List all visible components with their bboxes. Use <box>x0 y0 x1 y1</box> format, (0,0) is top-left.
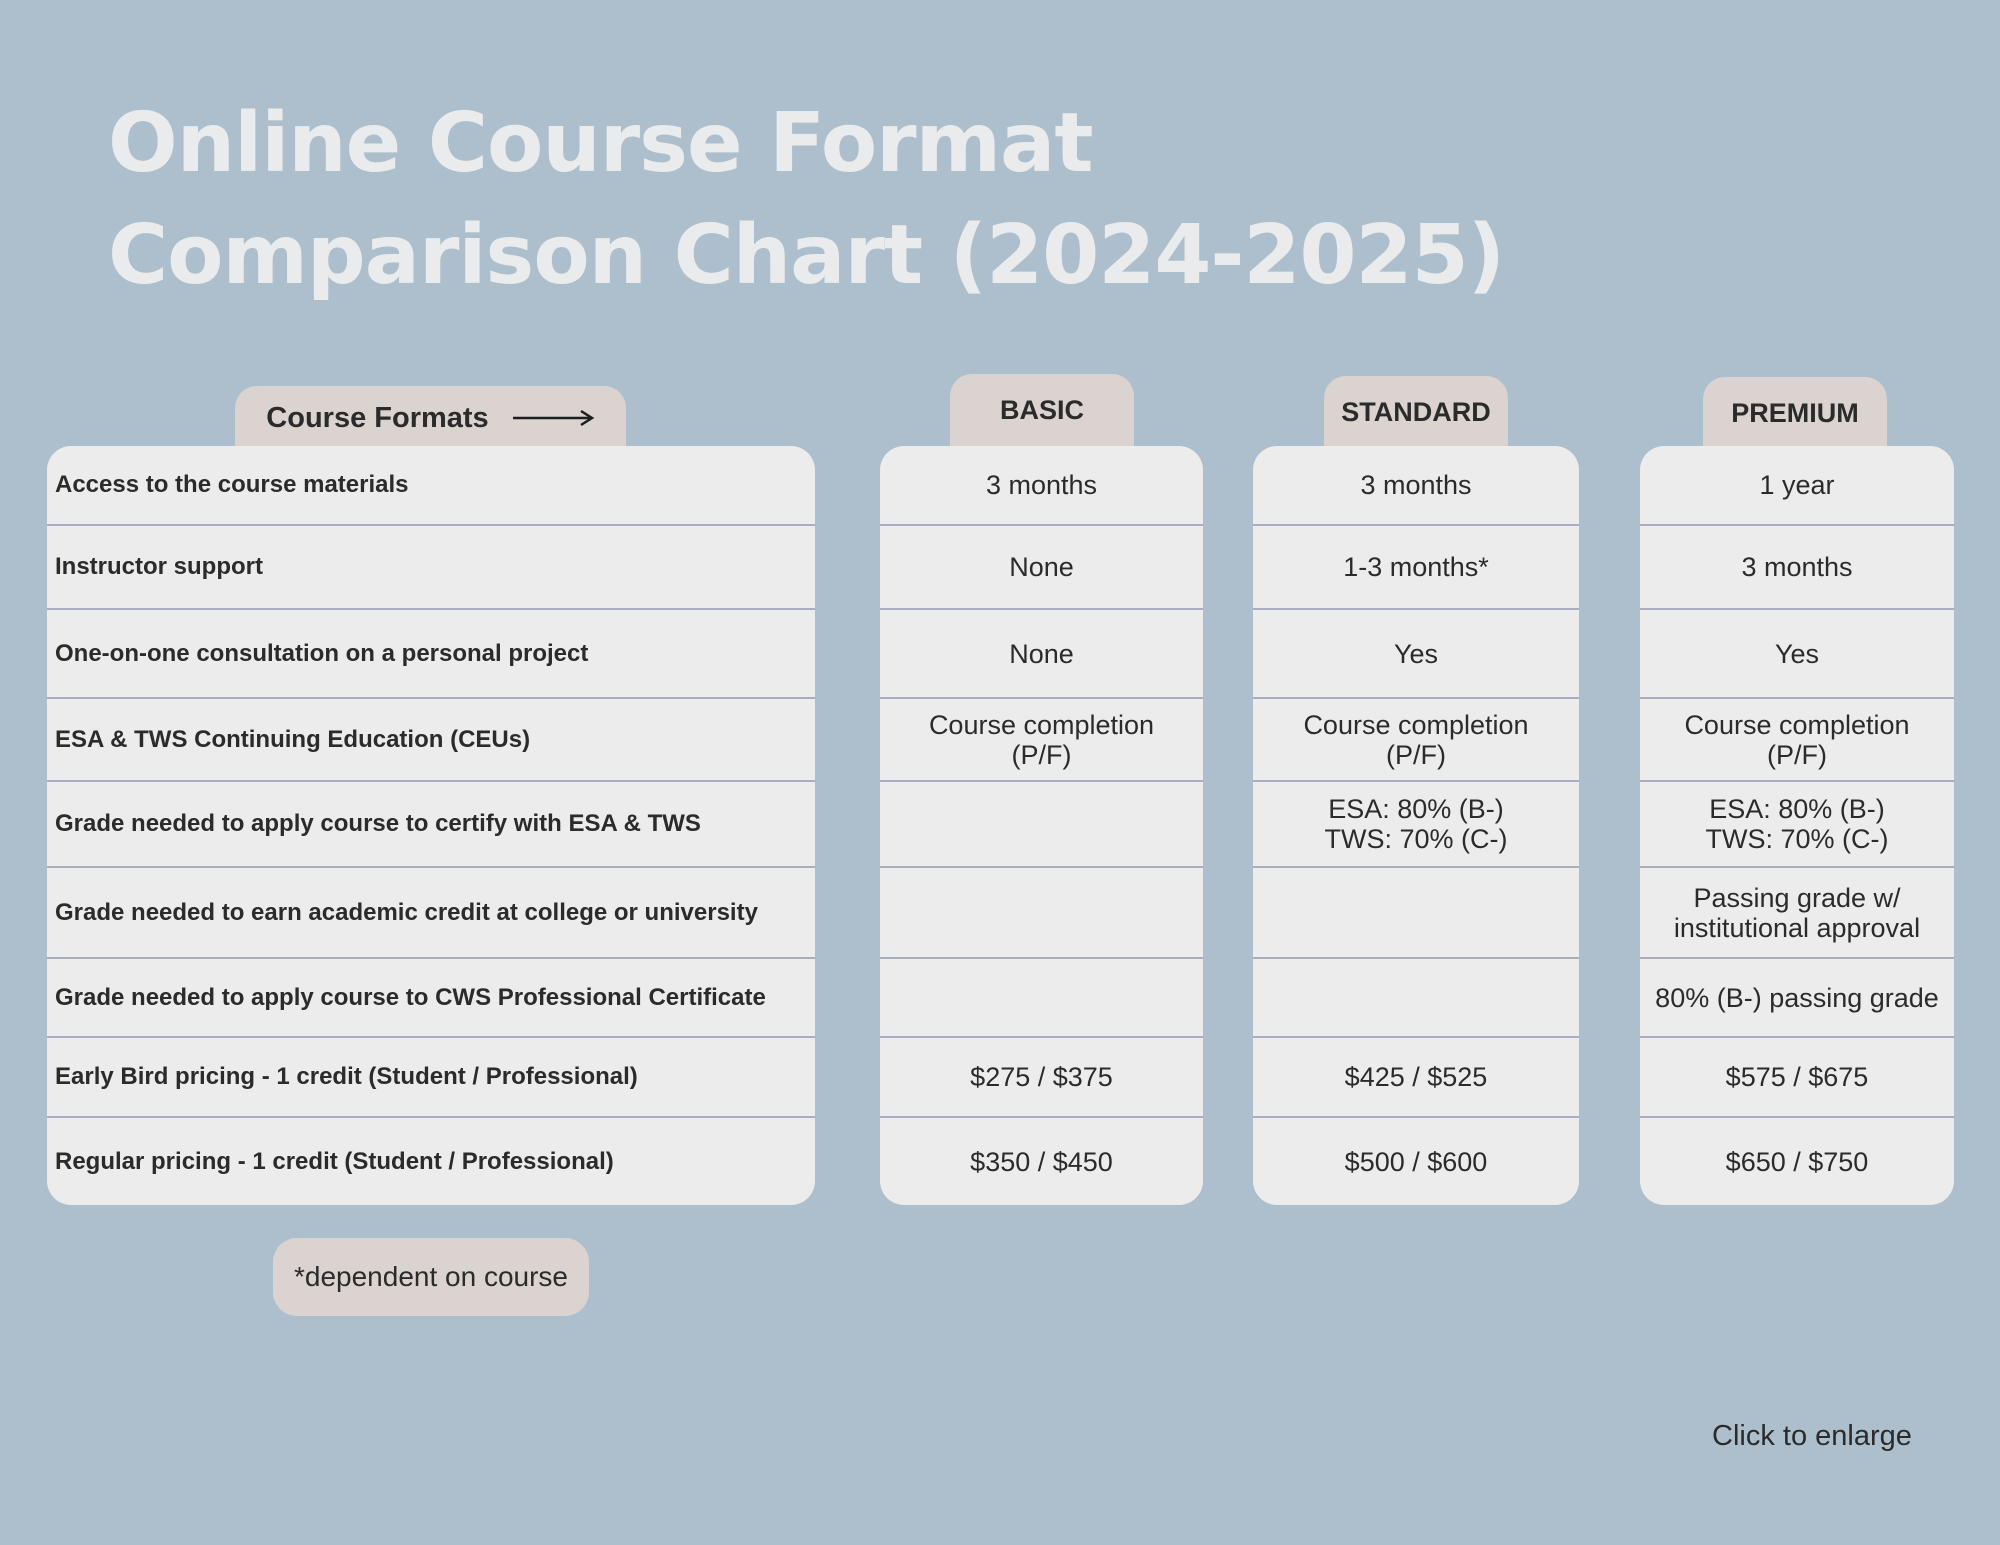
feature-row <box>47 608 815 697</box>
basic-row <box>880 780 1203 866</box>
feature-cell: Early Bird pricing - 1 credit (Student / Professional) <box>55 1063 638 1090</box>
basic-card <box>880 446 1203 1205</box>
premium-cell: 80% (B-) passing grade <box>1655 982 1939 1013</box>
feature-row <box>47 524 815 608</box>
feature-row <box>47 957 815 1036</box>
standard-row <box>1253 1116 1579 1205</box>
premium-row <box>1640 697 1954 780</box>
premium-row <box>1640 446 1954 524</box>
basic-row <box>880 608 1203 697</box>
standard-cell: Yes <box>1393 638 1439 669</box>
standard-cell: ESA: 80% (B-) TWS: 70% (C-) <box>1324 794 1508 854</box>
page-title-line-2: Comparison Chart (2024-2025) <box>108 208 1505 303</box>
premium-row <box>1640 608 1954 697</box>
feature-row <box>47 1036 815 1116</box>
feature-cell: ESA & TWS Continuing Education (CEUs) <box>55 725 531 753</box>
click-to-enlarge-link[interactable]: Click to enlarge <box>1712 1420 1912 1452</box>
basic-row <box>880 866 1203 957</box>
feature-cell: One-on-one consultation on a personal project <box>55 639 589 667</box>
tier-tab-premium: PREMIUM <box>1703 377 1887 449</box>
footnote-badge: *dependent on course <box>273 1238 589 1316</box>
feature-row <box>47 1116 815 1205</box>
premium-cell: $575 / $675 <box>1725 1062 1869 1092</box>
basic-cell: 3 months <box>985 470 1098 500</box>
premium-row <box>1640 1036 1954 1116</box>
premium-row <box>1640 780 1954 866</box>
feature-row <box>47 446 815 524</box>
feature-row <box>47 697 815 780</box>
basic-cell: $350 / $450 <box>970 1146 1113 1177</box>
standard-cell: 3 months <box>1360 470 1472 500</box>
premium-row <box>1640 957 1954 1036</box>
standard-row <box>1253 1036 1579 1116</box>
page-title-line-1: Online Course Format <box>108 96 1093 191</box>
basic-cell: $275 / $375 <box>970 1062 1113 1092</box>
premium-cell: $650 / $750 <box>1725 1146 1869 1177</box>
course-formats-label: Course Formats <box>266 401 489 434</box>
premium-cell: Yes <box>1774 638 1820 669</box>
standard-row <box>1253 697 1579 780</box>
basic-row <box>880 446 1203 524</box>
basic-row <box>880 697 1203 780</box>
standard-row <box>1253 866 1579 957</box>
standard-cell: $425 / $525 <box>1344 1062 1488 1092</box>
premium-cell: 1 year <box>1759 470 1835 500</box>
feature-cell: Grade needed to earn academic credit at college or university <box>55 898 758 926</box>
basic-row <box>880 1036 1203 1116</box>
course-formats-tab <box>235 386 626 450</box>
standard-row <box>1253 780 1579 866</box>
premium-cell: ESA: 80% (B-) TWS: 70% (C-) <box>1705 794 1889 854</box>
basic-cell: None <box>1009 552 1074 582</box>
feature-cell: Grade needed to apply course to CWS Professional Certificate <box>55 983 766 1011</box>
feature-cell: Instructor support <box>55 553 263 580</box>
premium-cell: Passing grade w/ institutional approval <box>1673 882 1921 943</box>
page-title <box>108 88 1504 312</box>
basic-row <box>880 524 1203 608</box>
tier-tab-basic: BASIC <box>950 374 1134 446</box>
premium-cell: Course completion (P/F) <box>1684 709 1910 770</box>
premium-cell: 3 months <box>1741 552 1853 582</box>
standard-row <box>1253 446 1579 524</box>
standard-row <box>1253 957 1579 1036</box>
standard-cell: 1-3 months* <box>1343 552 1489 582</box>
arrow-right-icon <box>511 408 595 428</box>
standard-card <box>1253 446 1579 1205</box>
feature-cell: Access to the course materials <box>55 471 409 498</box>
basic-cell: None <box>1009 638 1074 669</box>
tier-tab-standard: STANDARD <box>1324 376 1508 448</box>
feature-row <box>47 780 815 866</box>
premium-row <box>1640 524 1954 608</box>
basic-cell: Course completion (P/F) <box>928 709 1155 770</box>
standard-cell: Course completion (P/F) <box>1303 709 1529 770</box>
feature-cell: Grade needed to apply course to certify with ESA & TWS <box>55 810 701 837</box>
basic-row <box>880 957 1203 1036</box>
standard-row <box>1253 608 1579 697</box>
features-card <box>47 446 815 1205</box>
standard-cell: $500 / $600 <box>1344 1146 1488 1177</box>
feature-row <box>47 866 815 957</box>
standard-row <box>1253 524 1579 608</box>
premium-row <box>1640 1116 1954 1205</box>
feature-cell: Regular pricing - 1 credit (Student / Professional) <box>55 1147 614 1175</box>
premium-card <box>1640 446 1954 1205</box>
premium-row <box>1640 866 1954 957</box>
basic-row <box>880 1116 1203 1205</box>
